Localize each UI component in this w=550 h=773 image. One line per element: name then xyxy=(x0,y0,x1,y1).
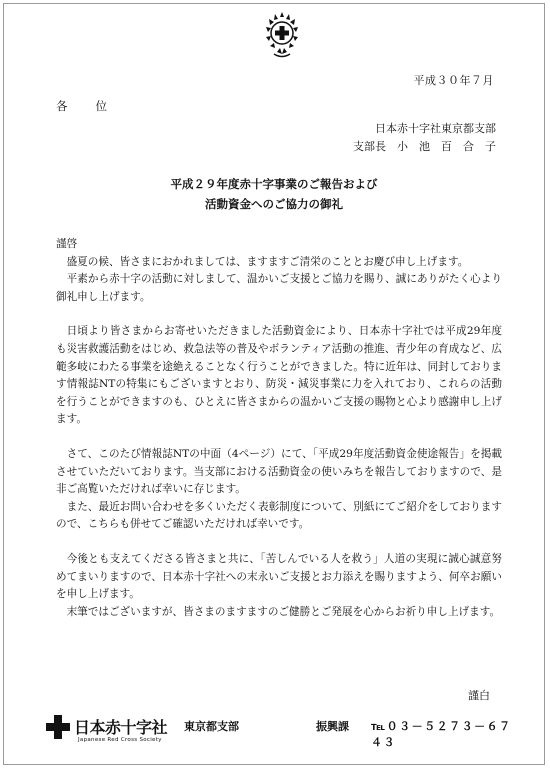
logo-text-english: Japanese Red Cross Society xyxy=(78,737,162,743)
body-paragraph: 今後とも支えてくださる皆さまと共に、「苦しんでいる人を救う」人道の実現に誠心誠意努めてまいりますので、日本赤十字社への末永いご支援とお力添えを賜りますよう、何卒お願いを申し上げます。 xyxy=(56,552,502,601)
letter-date: 平成３０年７月 xyxy=(413,74,494,87)
salutation: 謹啓 xyxy=(56,238,78,250)
sender-name: 支部長 小 池 百 合 子 xyxy=(353,140,496,153)
letter-title-line-2: 活動資金へのご協力の御礼 xyxy=(205,197,343,211)
sender-organization: 日本赤十字社東京都支部 xyxy=(375,122,496,135)
logo-text-japanese: 日本赤十字社 xyxy=(74,718,168,737)
body-paragraph: 平素から赤十字の活動に対しまして、温かいご支援とご協力を賜り、誠にありがたく心より御礼申し上げます。 xyxy=(56,273,502,303)
letter-body xyxy=(56,236,502,621)
letter-footer xyxy=(46,715,516,751)
body-paragraph: また、最近お問い合わせを多くいただく表彰制度について、別紙にてご紹介をしておりますので、こちらも併せてご確認いただければ幸いです。 xyxy=(56,500,502,531)
red-cross-emblem-icon xyxy=(262,10,302,60)
paragraph-spacer xyxy=(56,429,502,446)
letter-title-line-1: 平成２９年度赤十字事業のご報告および xyxy=(170,177,378,191)
branch-name: 東京都支部 xyxy=(184,720,239,733)
red-cross-logo-icon xyxy=(46,715,70,739)
department-name: 振興課 xyxy=(316,720,349,733)
closing-phrase: 謹白 xyxy=(468,689,490,702)
paragraph-spacer xyxy=(56,534,502,551)
letter-page xyxy=(3,3,545,765)
telephone-number: ℡０３－５２７３－６７４３ xyxy=(371,720,512,749)
body-paragraph: さて、このたび情報誌NTの中面（4ページ）にて、「平成29年度活動資金使途報告」を掲載させていただいております。当支部における活動資金の使いみちを報告しておりますので、是非ご高覧いただければ幸いに存じます。 xyxy=(56,447,502,496)
addressee: 各位 xyxy=(56,99,135,113)
paragraph-spacer xyxy=(56,306,502,323)
body-paragraph: 日頃より皆さまからお寄せいただきました活動資金により、日本赤十字社では平成29年度も災害救護活動をはじめ、救急法等の普及やボランティア活動の推進、青少年の育成など、広範多岐にわたる事業を途絶えることなく行うことができました。特に近年は、同封しております情報誌NTの特集にもございますとおり、防災・減災事業に力を入れており、これらの活動を行うことができますのも、ひとえに皆さまからの温かいご支援の賜物と心より感謝申し上げます。 xyxy=(56,325,502,426)
body-paragraph: 末筆ではございますが、皆さまのますますのご健勝とご発展を心からお祈り申し上げます。 xyxy=(66,605,501,618)
body-paragraph: 盛夏の候、皆さまにおかれましては、ますますご清栄のこととお慶び申し上げます。 xyxy=(66,255,469,268)
